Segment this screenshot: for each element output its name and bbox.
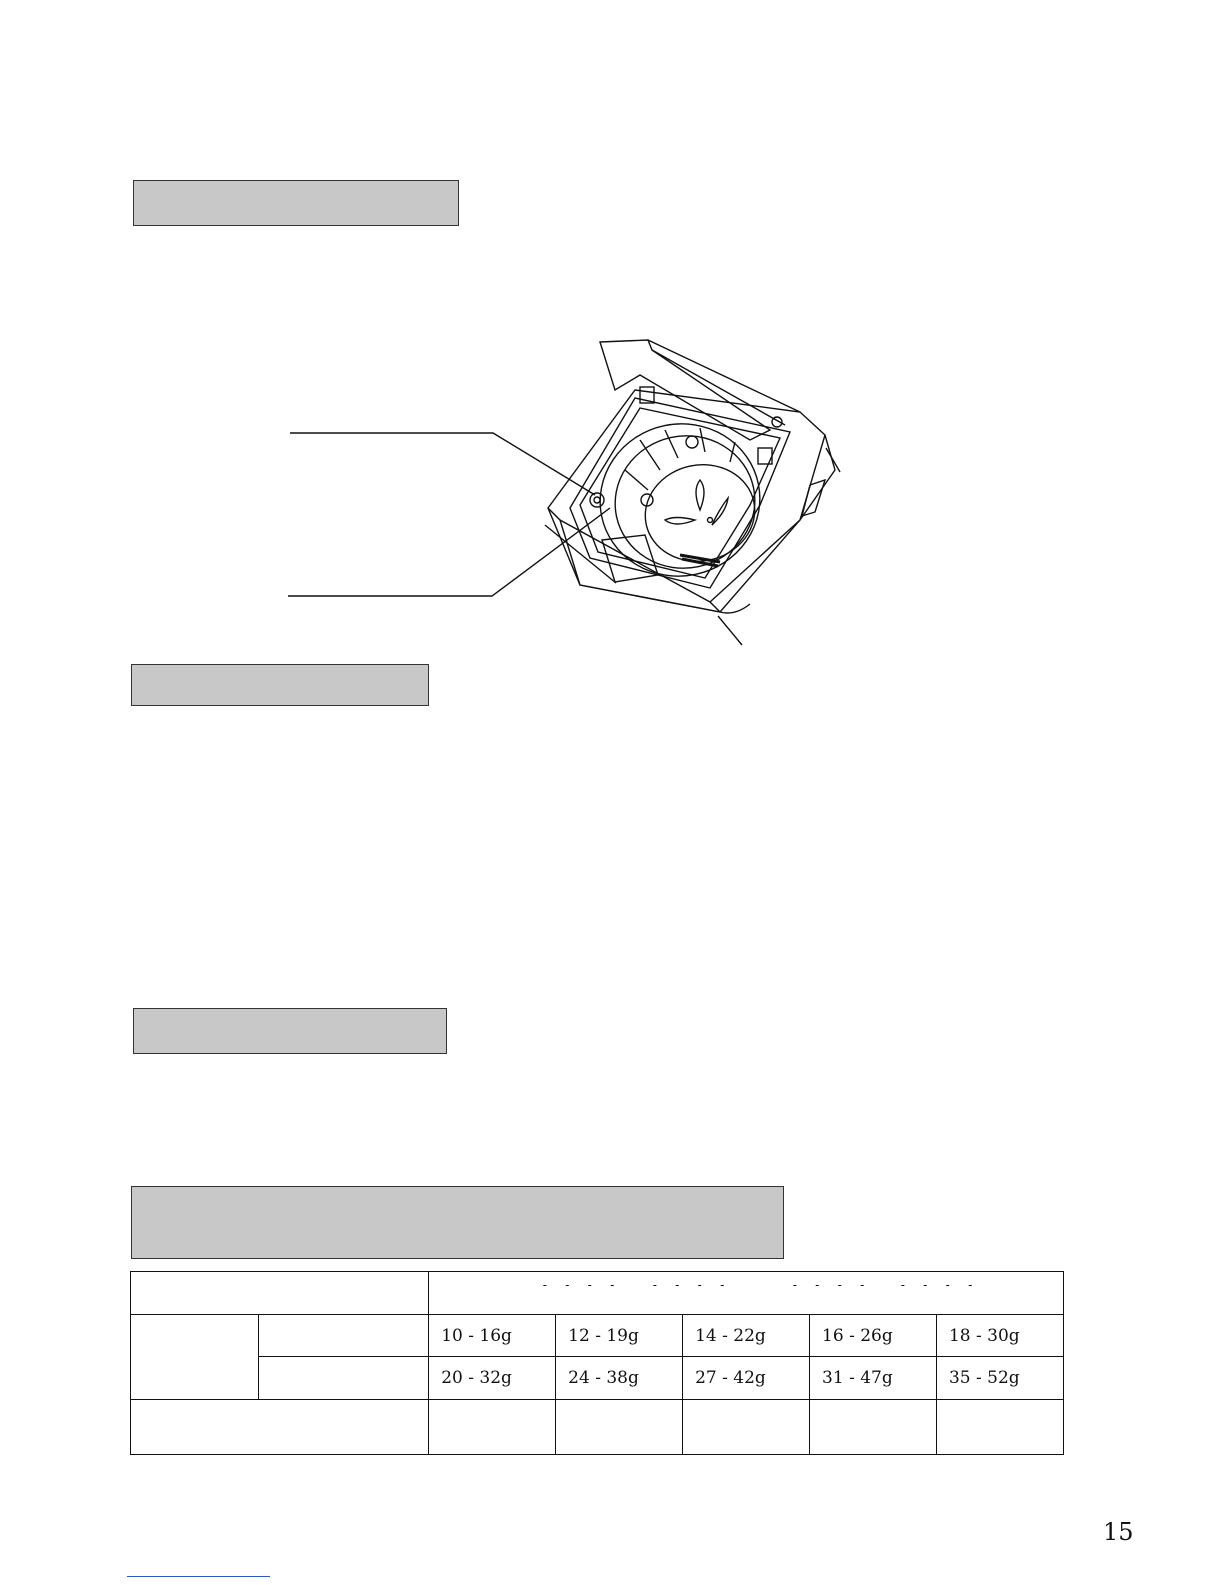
table-cell: 35 - 52g [936,1357,1063,1399]
table-cell [683,1399,810,1454]
header-dash-2: - - - - [651,1278,730,1292]
header-dash-4: - - - - [899,1278,978,1292]
page-number: 15 [1103,1518,1134,1546]
table-cell [936,1399,1063,1454]
side-handle [802,480,825,516]
section-heading-box-1 [133,180,459,226]
row-group-label-cell [131,1315,259,1399]
callout-line-side [826,448,840,472]
callout-line-base [718,616,742,645]
table-cell: 24 - 38g [556,1357,683,1399]
table-cell: 27 - 42g [683,1357,810,1399]
header-label-cell [131,1272,429,1315]
table-cell [429,1399,556,1454]
table-header-row [131,1272,1064,1315]
table-row [131,1357,1064,1399]
table-cell: 18 - 30g [936,1315,1063,1357]
header-dash-1: - - - - [541,1278,620,1292]
table-row [131,1315,1064,1357]
section-heading-box-3 [133,1008,447,1054]
table-cell: 10 - 16g [429,1315,556,1357]
table-cell: 31 - 47g [810,1357,937,1399]
washing-machine-illustration [280,330,880,660]
footer-link-underline[interactable] [127,1576,270,1577]
row3-label-cell [131,1399,429,1454]
callout-line-upper [290,433,595,495]
table-cell [556,1399,683,1454]
header-dash-3: - - - - [791,1278,870,1292]
table-heading-box [131,1186,784,1259]
header-levels-cell [429,1272,1064,1315]
table-cell: 16 - 26g [810,1315,937,1357]
table-cell: 20 - 32g [429,1357,556,1399]
cabinet-outline [548,390,835,612]
row2-label-cell [258,1357,428,1399]
table-cell [810,1399,937,1454]
table-cell: 12 - 19g [556,1315,683,1357]
table-cell: 14 - 22g [683,1315,810,1357]
row1-label-cell [258,1315,428,1357]
lint-filter [590,493,604,507]
table-row [131,1399,1064,1454]
section-heading-box-2 [131,664,429,706]
detergent-amount-table [130,1271,1064,1455]
lid [600,340,770,440]
